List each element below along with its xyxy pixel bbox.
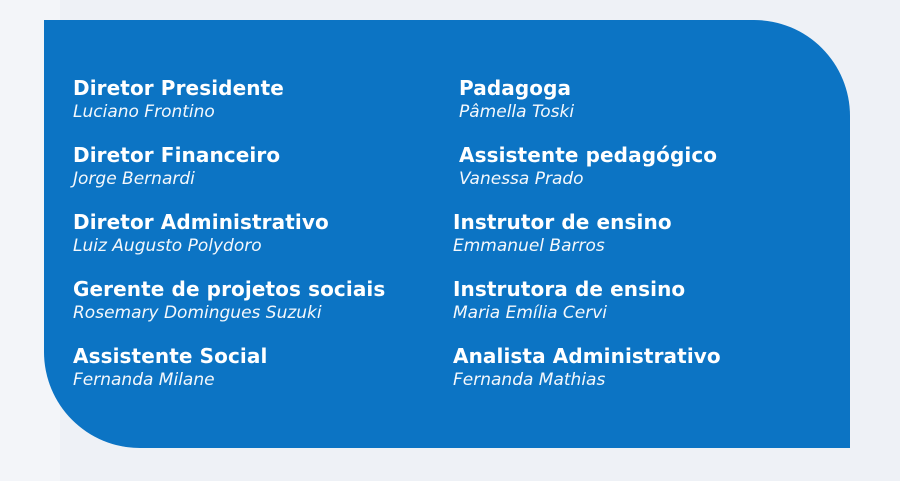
- role-title: Instrutora de ensino: [453, 277, 686, 301]
- team-entry-instrutora-ensino: [453, 277, 685, 324]
- role-title: Padagoga: [459, 76, 572, 100]
- role-title: Assistente Social: [73, 344, 268, 368]
- person-name: Pâmella Toski: [459, 102, 575, 122]
- role-title: Instrutor de ensino: [453, 210, 672, 234]
- role-title: Diretor Financeiro: [73, 143, 281, 167]
- team-entry-assistente-social: [73, 344, 267, 391]
- team-card: [44, 20, 850, 448]
- role-title: Gerente de projetos sociais: [73, 277, 386, 301]
- person-name: Vanessa Prado: [459, 169, 584, 189]
- person-name: Maria Emília Cervi: [453, 303, 608, 323]
- team-entry-diretor-financeiro: [73, 143, 280, 190]
- team-entry-gerente-projetos-sociais: [73, 277, 385, 324]
- person-name: Luciano Frontino: [73, 102, 215, 122]
- role-title: Analista Administrativo: [453, 344, 721, 368]
- person-name: Fernanda Milane: [73, 370, 215, 390]
- person-name: Emmanuel Barros: [453, 236, 605, 256]
- role-title: Diretor Administrativo: [73, 210, 329, 234]
- team-entry-instrutor-ensino: [453, 210, 672, 257]
- role-title: Assistente pedagógico: [459, 143, 718, 167]
- role-title: Diretor Presidente: [73, 76, 284, 100]
- team-entry-diretor-administrativo: [73, 210, 329, 257]
- team-entry-assistente-pedagogico: [459, 143, 717, 190]
- person-name: Jorge Bernardi: [73, 169, 195, 189]
- team-entry-padagoga: [459, 76, 574, 123]
- person-name: Fernanda Mathias: [453, 370, 606, 390]
- team-entry-diretor-presidente: [73, 76, 284, 123]
- person-name: Rosemary Domingues Suzuki: [73, 303, 322, 323]
- team-entry-analista-administrativo: [453, 344, 721, 391]
- person-name: Luiz Augusto Polydoro: [73, 236, 262, 256]
